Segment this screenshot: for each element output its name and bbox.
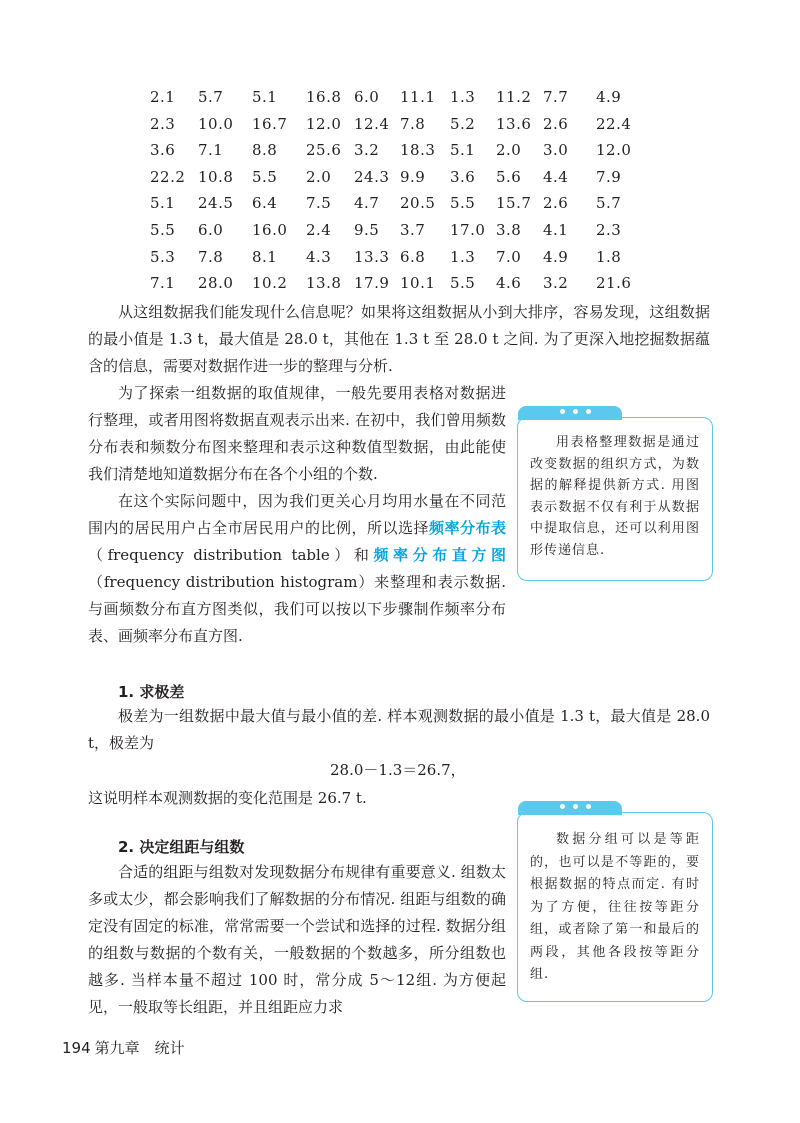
- table-cell: 3.2: [543, 274, 569, 293]
- table-cell: 6.0: [354, 88, 380, 106]
- table-cell: 28.0: [198, 274, 234, 293]
- table-cell: 7.0: [496, 247, 522, 266]
- table-cell: 21.6: [596, 274, 632, 293]
- table-cell: 11.1: [400, 88, 436, 106]
- paragraph-method-text-c: （frequency distribution histogram）来整理和表示数据. 与画频数分布直方图类似，我们可以按以下步骤制作频率分布表、画频率分布直方图.: [88, 573, 506, 645]
- table-cell: 4.3: [306, 247, 332, 266]
- table-cell: 10.0: [198, 114, 234, 133]
- table-cell: 5.2: [450, 114, 476, 133]
- table-cell: 17.9: [354, 274, 390, 293]
- table-cell: 4.6: [496, 274, 522, 293]
- table-cell: 7.1: [150, 274, 176, 293]
- table-cell: 10.2: [252, 274, 288, 293]
- paragraph-explore: 为了探索一组数据的取值规律，一般先要用表格对数据进行整理，或者用图将数据直观表示出来. 在初中，我们曾用频数分布表和频数分布图来整理和表示这种数值型数据，由此能使我们清楚地知道数据分布在各个小组的个数.: [88, 384, 506, 483]
- table-cell: 1.3: [450, 88, 476, 106]
- table-cell: 18.3: [400, 141, 436, 160]
- table-cell: 25.6: [306, 141, 342, 160]
- table-cell: 17.0: [450, 220, 486, 239]
- table-cell: 2.1: [150, 88, 176, 106]
- table-cell: 4.1: [543, 220, 569, 239]
- paragraph-grouping: 合适的组距与组数对发现数据分布规律有重要意义. 组数太多或太少，都会影响我们了解数据的分布情况. 组距与组数的确定没有固定的标准，常常需要一个尝试和选择的过程. 数据分组的组数与数据的个数有关，一般数据的个数越多，所分组数也越多. 当样本量不超过 100 时，常分成 5～12组. 为方便起见，一般取等长组距，并且组距应力求: [88, 863, 506, 1016]
- paragraph-range-definition: 极差为一组数据中最大值与最小值的差. 样本观测数据的最小值是 1.3 t，最大值是 28.0 t，极差为: [88, 707, 710, 752]
- paragraph-intro: 从这组数据我们能发现什么信息呢？如果将这组数据从小到大排序，容易发现，这组数据的最小值是 1.3 t，最大值是 28.0 t，其他在 1.3 t 至 28.0 t 之间. 为了更深入地挖掘数据蕴含的信息，需要对数据作进一步的整理与分析.: [88, 303, 710, 375]
- table-cell: 7.5: [306, 194, 332, 213]
- table-cell: 5.5: [450, 194, 476, 213]
- table-cell: 9.5: [354, 220, 380, 239]
- page-footer: [62, 1037, 185, 1058]
- table-cell: 2.3: [150, 114, 176, 133]
- table-cell: 3.2: [354, 141, 380, 160]
- table-cell: 5.3: [150, 247, 176, 266]
- table-cell: 6.4: [252, 194, 278, 213]
- table-cell: 2.0: [306, 167, 332, 186]
- table-cell: 3.6: [450, 167, 476, 186]
- table-cell: 5.6: [496, 167, 522, 186]
- table-cell: 2.6: [543, 114, 569, 133]
- table-cell: 2.3: [596, 220, 622, 239]
- note-tab: [518, 801, 622, 815]
- table-cell: 5.5: [150, 220, 176, 239]
- table-cell: 3.7: [400, 220, 426, 239]
- margin-note-text: 数据分组可以是等距的，也可以是不等距的，要根据数据的特点而定. 有时为了方便，往往按等距分组，或者除了第一和最后的两段，其他各段按等距分组.: [530, 832, 700, 982]
- range-formula: 28.0－1.3＝26.7，: [330, 761, 466, 779]
- section-heading-range: 1. 求极差: [118, 683, 185, 701]
- table-cell: 7.8: [400, 114, 426, 133]
- paragraph-range-conclusion: 这说明样本观测数据的变化范围是 26.7 t.: [88, 789, 367, 807]
- table-cell: 3.6: [150, 141, 176, 160]
- table-cell: 12.0: [306, 114, 342, 133]
- table-cell: 5.1: [252, 88, 278, 106]
- table-cell: 2.4: [306, 220, 332, 239]
- table-cell: 8.1: [252, 247, 278, 266]
- paragraph-method-text-b: （frequency distribution table）和: [88, 546, 374, 564]
- table-cell: 16.0: [252, 220, 288, 239]
- paragraph-method-text-a: 在这个实际问题中，因为我们更关心月均用水量在不同范围内的居民用户占全市居民用户的比例，所以选择: [88, 492, 506, 537]
- table-cell: 11.2: [496, 88, 532, 106]
- margin-note-table-benefits: [517, 417, 713, 581]
- table-cell: 8.8: [252, 141, 278, 160]
- margin-note-grouping: [517, 812, 713, 1002]
- table-cell: 6.0: [198, 220, 224, 239]
- table-cell: 7.7: [543, 88, 569, 106]
- table-cell: 9.9: [400, 167, 426, 186]
- table-cell: 4.9: [596, 88, 622, 106]
- term-frequency-table: 频率分布表: [428, 519, 506, 537]
- table-cell: 5.1: [450, 141, 476, 160]
- table-cell: 5.5: [450, 274, 476, 293]
- table-cell: 3.0: [543, 141, 569, 160]
- table-cell: 4.9: [543, 247, 569, 266]
- term-frequency-histogram: 频率分布直方图: [373, 546, 506, 564]
- table-cell: 1.8: [596, 247, 622, 266]
- table-cell: 10.1: [400, 274, 436, 293]
- table-cell: 12.0: [596, 141, 632, 160]
- table-cell: 5.5: [252, 167, 278, 186]
- chapter-label: 第九章 统计: [94, 1039, 185, 1057]
- table-cell: 22.2: [150, 167, 186, 186]
- table-cell: 24.5: [198, 194, 234, 213]
- table-cell: 13.3: [354, 247, 390, 266]
- table-cell: 2.0: [496, 141, 522, 160]
- table-cell: 5.7: [596, 194, 622, 213]
- table-cell: 5.7: [198, 88, 224, 106]
- table-cell: 13.6: [496, 114, 532, 133]
- paragraph-method: [88, 488, 506, 650]
- table-cell: 6.8: [400, 247, 426, 266]
- table-cell: 15.7: [496, 194, 532, 213]
- table-cell: 7.9: [596, 167, 622, 186]
- table-cell: 10.8: [198, 167, 234, 186]
- table-cell: 16.7: [252, 114, 288, 133]
- table-cell: 7.1: [198, 141, 224, 160]
- table-cell: 2.6: [543, 194, 569, 213]
- table-cell: 24.3: [354, 167, 390, 186]
- table-cell: 13.8: [306, 274, 342, 293]
- page-number: 194: [62, 1039, 91, 1057]
- section-heading-grouping: 2. 决定组距与组数: [118, 838, 245, 856]
- table-cell: 7.8: [198, 247, 224, 266]
- table-cell: 16.8: [306, 88, 342, 106]
- note-tab: [518, 406, 622, 420]
- table-cell: 20.5: [400, 194, 436, 213]
- table-cell: 12.4: [354, 114, 390, 133]
- margin-note-text: 用表格整理数据是通过改变数据的组织方式，为数据的解释提供新方式. 用图表示数据不仅有利于从数据中提取信息，还可以利用图形传递信息.: [530, 435, 700, 558]
- table-cell: 3.8: [496, 220, 522, 239]
- table-cell: 4.7: [354, 194, 380, 213]
- table-cell: 5.1: [150, 194, 176, 213]
- table-cell: 22.4: [596, 114, 632, 133]
- table-cell: 1.3: [450, 247, 476, 266]
- table-cell: 4.4: [543, 167, 569, 186]
